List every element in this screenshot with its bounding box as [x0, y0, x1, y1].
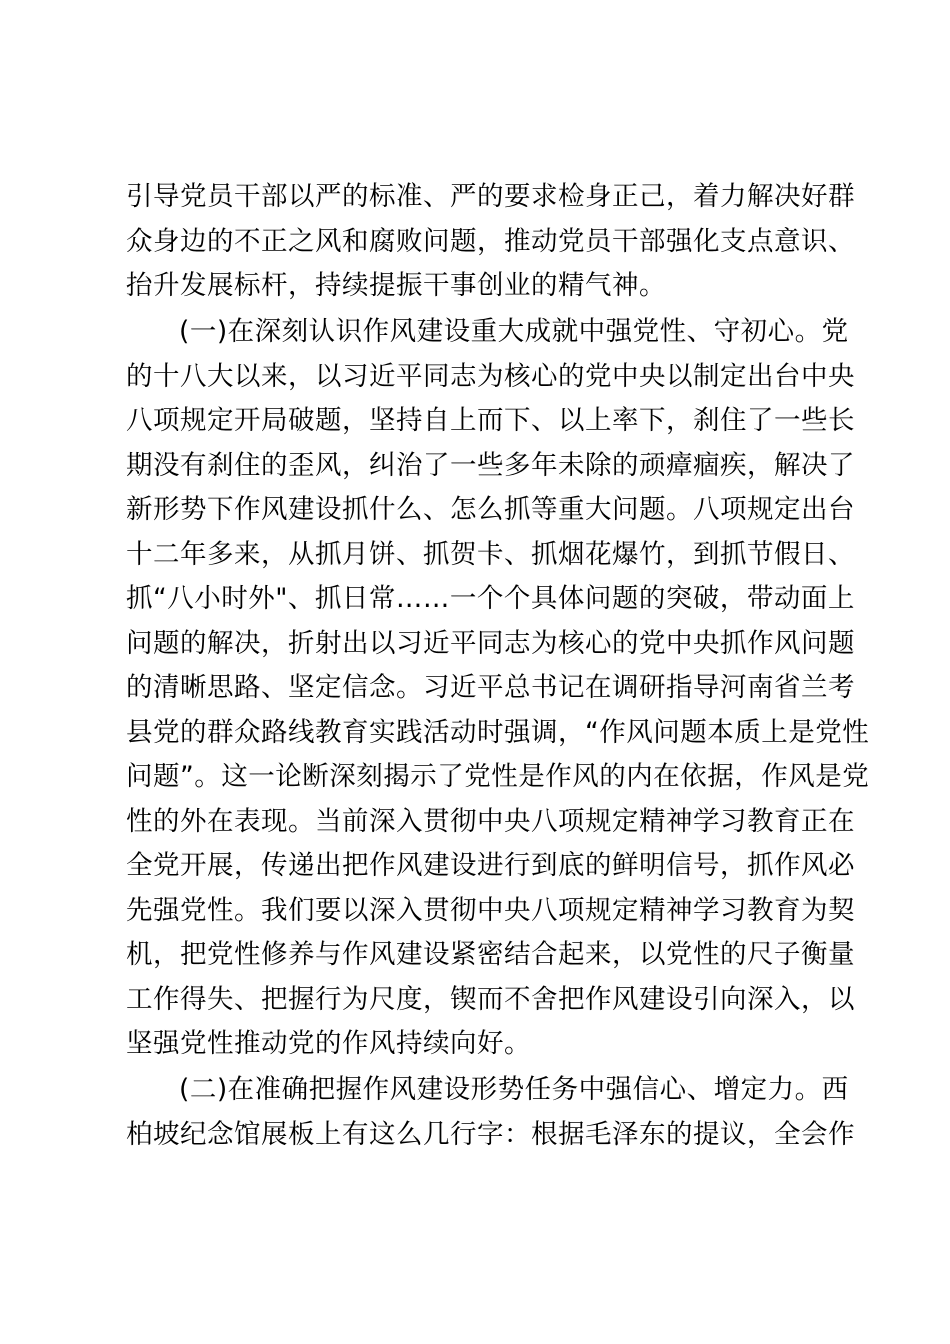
text-line: 众身边的不正之风和腐败问题，推动党员干部强化支点意识、	[126, 225, 855, 257]
text-line: 全党开展，传递出把作风建设进行到底的鲜明信号，抓作风必	[126, 850, 855, 881]
text-line: 八项规定开局破题，坚持自上而下、以上率下，刹住了一些长	[126, 405, 855, 436]
text-line: 先强党性。我们要以深入贯彻中央八项规定精神学习教育为契	[126, 894, 855, 926]
text-line: 的清晰思路、坚定信念。习近平总书记在调研指导河南省兰考	[126, 672, 855, 703]
text-line: 机，把党性修养与作风建设紧密结合起来，以党性的尺子衡量	[126, 939, 855, 970]
text-line: 十二年多来，从抓月饼、抓贺卡、抓烟花爆竹，到抓节假日、	[126, 538, 855, 570]
text-line: 性的外在表现。当前深入贯彻中央八项规定精神学习教育正在	[126, 805, 855, 837]
text-line: 抓“八小时外"、抓日常……一个个具体问题的突破，带动面上	[126, 583, 855, 614]
text-line: 县党的群众路线教育实践活动时强调，“作风问题本质上是党性	[126, 716, 870, 748]
text-line: 抬升发展标杆，持续提振干事创业的精气神。	[126, 270, 666, 301]
text-line: 柏坡纪念馆展板上有这么几行字：根据毛泽东的提议，全会作	[126, 1118, 855, 1150]
text-line: 的十八大以来，以习近平同志为核心的党中央以制定出台中央	[126, 360, 855, 392]
text-line: 问题的解决，折射出以习近平同志为核心的党中央抓作风问题	[126, 627, 855, 659]
text-line: 坚强党性推动党的作风持续向好。	[126, 1028, 531, 1059]
text-line: 工作得失、把握行为尺度，锲而不舍把作风建设引向深入，以	[126, 983, 855, 1015]
paragraph-section-2	[126, 1068, 855, 1157]
text-line: 问题”。这一论断深刻揭示了党性是作风的内在依据，作风是党	[126, 761, 870, 792]
paragraph-section-1	[126, 310, 870, 1067]
text-line: (一)在深刻认识作风建设重大成就中强党性、守初心。党	[179, 316, 849, 347]
text-line: 引导党员干部以严的标准、严的要求检身正己，着力解决好群	[126, 181, 855, 212]
text-line: 期没有刹住的歪风，纠治了一些多年未除的顽瘴痼疾，解决了	[126, 449, 855, 481]
text-line: (二)在准确把握作风建设形势任务中强信心、增定力。西	[179, 1074, 849, 1105]
text-line: 新形势下作风建设抓什么、怎么抓等重大问题。八项规定出台	[126, 494, 855, 525]
paragraph-continuation	[126, 175, 855, 309]
